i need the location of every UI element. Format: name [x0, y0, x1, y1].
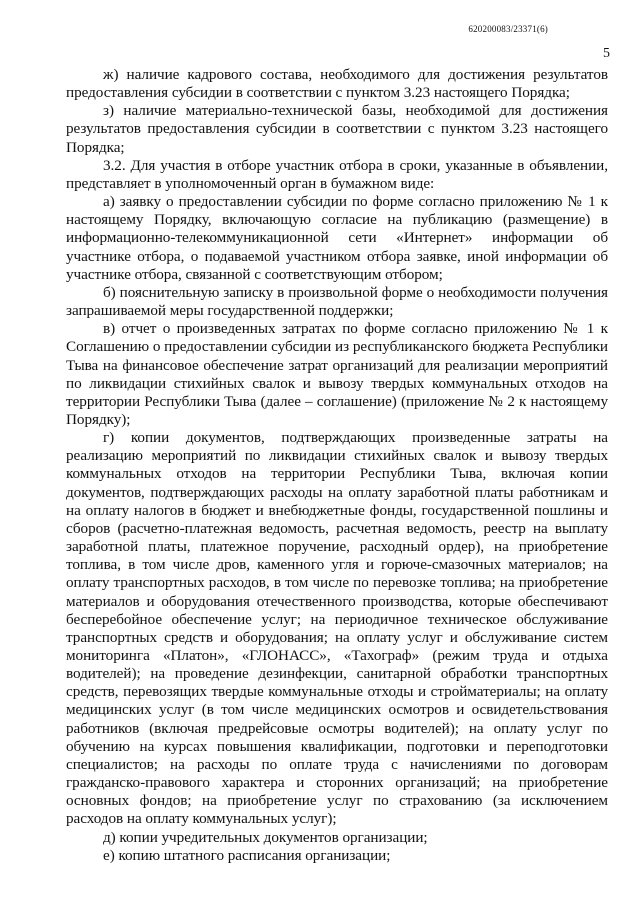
paragraph-d: д) копии учредительных документов организации;	[103, 828, 428, 846]
paragraph-b: б) пояснительную записку в произвольной форме о необходимости получения запрашиваемой меры государственной поддержки;	[66, 283, 608, 320]
paragraph-e: е) копию штатного расписания организации;	[103, 846, 391, 864]
paragraph-3-2: 3.2. Для участия в отборе участник отбора в сроки, указанные в объявлении, представляет в уполномоченный орган в бумажном виде:	[66, 156, 608, 192]
document-body	[66, 66, 608, 865]
paragraph-g: г) копии документов, подтверждающих произведенные затраты на реализацию мероприятий по ликвидации стихийных свалок и вывозу твердых коммунальных отходов на территории Республики Тыва, включая копии документов, подтверждающих расходы на оплату заработной платы работникам и на оплату налогов в бюджет и внебюджетные фонды, государственной пошлины и сборов (расчетно-платежная ведомость, расчетная ведомость, реестр на выплату заработной платы, платежное поручение, расходный ордер), на приобретение топлива, в том числе дров, каменного угля и горюче-смазочных материалов; на оплату транспортных расходов, в том числе по перевозке топлива; на приобретение материалов и оборудования отечественного производства, которые обеспечивают бесперебойное обеспечение услуг; на периодичное техническое обслуживание транспортных средств и оборудования; на оплату услуг и обслуживание систем мониторинга «Платон», «ГЛОНАСС», «Тахограф» (режим труда и отдыха водителей); на проведение дезинфекции, санитарной обработки транспортных средств, перевозящих твердые коммунальные отходы и стройматериалы; на оплату медицинских услуг (в том числе медицинских осмотров и освидетельствования работников (включая предрейсовые осмотры водителей); на оплату услуг по обучению на курсах повышения квалификации, подготовки и переподготовки специалистов; на расходы по оплате труда с начислениями по договорам гражданско-правового характера и сторонних организаций; на приобретение основных фондов; на приобретение услуг по страхованию (за исключением расходов на оплату коммунальных услуг);	[66, 429, 608, 828]
paragraph-z: з) наличие материально-технической базы, необходимой для достижения результатов предоставления субсидии в соответствии с пунктом 3.23 настоящего Порядка;	[66, 102, 608, 156]
paragraph-v: в) отчет о произведенных затратах по форме согласно приложению № 1 к Соглашению о предоставлении субсидии из республиканского бюджета Республики Тыва на финансовое обеспечение затрат организаций для реализации мероприятий по ликвидации стихийных свалок и вывозу твердых коммунальных отходов на территории Республики Тыва (далее – соглашение) (приложение № 2 к настоящему Порядку);	[66, 320, 608, 428]
paragraph-a: а) заявку о предоставлении субсидии по форме согласно приложению № 1 к настоящему Порядку, включающую согласие на публикацию (размещение) в информационно-телекоммуникационной сети «Интернет» информации об участнике отбора, о подаваемой участником отбора заявке, иной информации об участнике отбора, связанной с соответствующим отбором;	[66, 193, 608, 283]
paragraph-zh: ж) наличие кадрового состава, необходимого для достижения результатов предоставления субсидии в соответствии с пунктом 3.23 настоящего Порядка;	[66, 66, 608, 102]
page-number: 5	[603, 46, 610, 61]
document-id: 620200083/23371(6)	[468, 24, 548, 34]
